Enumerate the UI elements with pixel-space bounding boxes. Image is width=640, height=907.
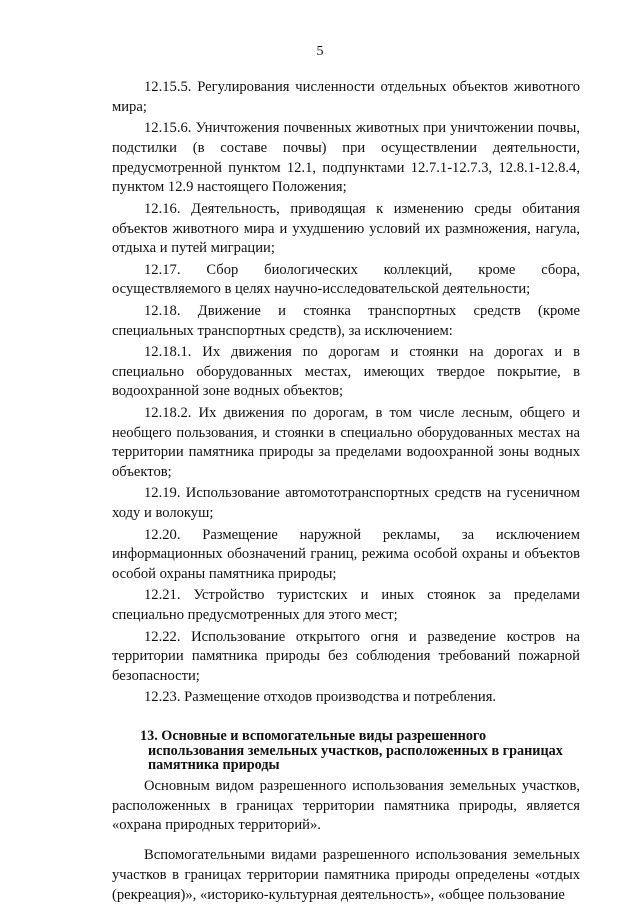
paragraph-12-20: 12.20. Размещение наружной рекламы, за исключением информационных обозначений границ, режима особой охраны и объектов особой охраны памятника природы; <box>112 526 580 583</box>
paragraph-12-22: 12.22. Использование открытого огня и разведение костров на территории памятника природы без соблюдения требований пожарной безопасности; <box>112 628 580 685</box>
paragraph-12-15-6: 12.15.6. Уничтожения почвенных животных при уничтожении почвы, подстилки (в составе почвы) при осуществлении деятельности, предусмотренной пунктом 12.1, подпунктами 12.7.1-12.7.3, 12.8.1-12.8.4, пунктом 12.9 настоящего Положения; <box>112 120 580 196</box>
paragraph-12-23: 12.23. Размещение отходов производства и потребления. <box>144 689 497 706</box>
paragraph-12-18-1: 12.18.1. Их движения по дорогам и стоянки на дорогах и в специально оборудованных местах, имеющих твердое покрытие, в водоохранной зоне водных объектов; <box>112 343 580 400</box>
paragraph-12-18-2: 12.18.2. Их движения по дорогам, в том числе лесным, общего и необщего пользования, и стоянки в специально оборудованных местах на территории памятника природы за пределами водоохранной зоны водных объектов; <box>112 404 580 481</box>
paragraph-12-19: 12.19. Использование автомототранспортных средств на гусеничном ходу и волокуш; <box>112 485 580 522</box>
paragraph-12-17: 12.17. Сбор биологических коллекций, кроме сбора, осуществляемого в целях научно-исследовательской деятельности; <box>112 261 580 298</box>
document-body <box>112 78 580 907</box>
paragraph-12-21: 12.21. Устройство туристских и иных стоянок за пределами специально предусмотренных для этого мест; <box>112 587 580 624</box>
paragraph-12-18: 12.18. Движение и стоянка транспортных средств (кроме специальных транспортных средств), за исключением: <box>112 302 580 339</box>
page-number: 5 <box>316 44 324 59</box>
paragraph-main-use: Основным видом разрешенного использования земельных участков, расположенных в границах территории памятника природы, является «охрана природных территорий». <box>112 777 580 834</box>
paragraph-12-16: 12.16. Деятельность, приводящая к изменению среды обитания объектов животного мира и ухудшению условий их размножения, нагула, отдыха и путей миграции; <box>112 200 580 257</box>
paragraph-auxiliary-use: Вспомогательными видами разрешенного использования земельных участков в границах территории памятника природы определены «отдых (рекреация)», «историко-культурная деятельность», «общее пользование <box>112 847 580 903</box>
paragraph-12-15-5: 12.15.5. Регулирования численности отдельных объектов животного мира; <box>112 79 580 115</box>
section-heading-13: 13. Основные и вспомогательные виды разрешенного использования земельных участков, расположенных в границах памятника природы <box>140 728 563 774</box>
